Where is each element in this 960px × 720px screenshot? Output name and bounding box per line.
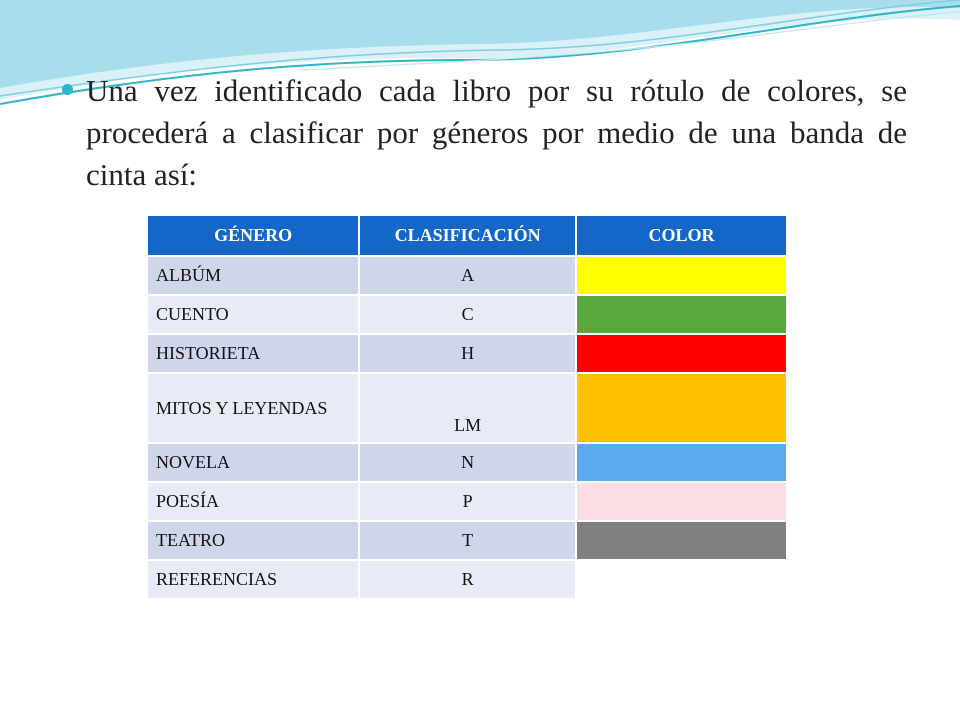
genre-cell: HISTORIETA: [148, 334, 359, 373]
table-row: [148, 256, 787, 295]
intro-paragraph: [62, 70, 907, 196]
genre-cell: TEATRO: [148, 521, 359, 560]
genre-cell: CUENTO: [148, 295, 359, 334]
code-cell: T: [359, 521, 576, 560]
table-row: [148, 373, 787, 443]
genre-cell: MITOS Y LEYENDAS: [148, 373, 359, 443]
table-row: [148, 560, 787, 599]
table-row: [148, 334, 787, 373]
code-cell: N: [359, 443, 576, 482]
code-cell: C: [359, 295, 576, 334]
intro-text: Una vez identificado cada libro por su rótulo de colores, se procederá a clasificar por géneros por medio de una banda de cinta así:: [86, 73, 907, 192]
genre-cell: POESÍA: [148, 482, 359, 521]
code-cell: P: [359, 482, 576, 521]
header-genre: GÉNERO: [148, 216, 359, 256]
color-swatch: [576, 334, 787, 373]
bullet-dot-icon: [62, 84, 73, 95]
header-classification: CLASIFICACIÓN: [359, 216, 576, 256]
code-cell: R: [359, 560, 576, 599]
code-cell: A: [359, 256, 576, 295]
table-row: [148, 521, 787, 560]
genre-cell: ALBÚM: [148, 256, 359, 295]
color-swatch: [576, 521, 787, 560]
header-color: COLOR: [576, 216, 787, 256]
genre-cell: REFERENCIAS: [148, 560, 359, 599]
table-header-row: [148, 216, 787, 256]
color-swatch: [576, 482, 787, 521]
table-row: [148, 443, 787, 482]
genre-color-table: [148, 216, 788, 600]
color-swatch: [576, 443, 787, 482]
table-row: [148, 295, 787, 334]
color-swatch: [576, 295, 787, 334]
code-cell: H: [359, 334, 576, 373]
color-swatch: [576, 256, 787, 295]
genre-cell: NOVELA: [148, 443, 359, 482]
table-row: [148, 482, 787, 521]
color-swatch: [576, 560, 787, 599]
code-cell: LM: [359, 373, 576, 443]
color-swatch: [576, 373, 787, 443]
